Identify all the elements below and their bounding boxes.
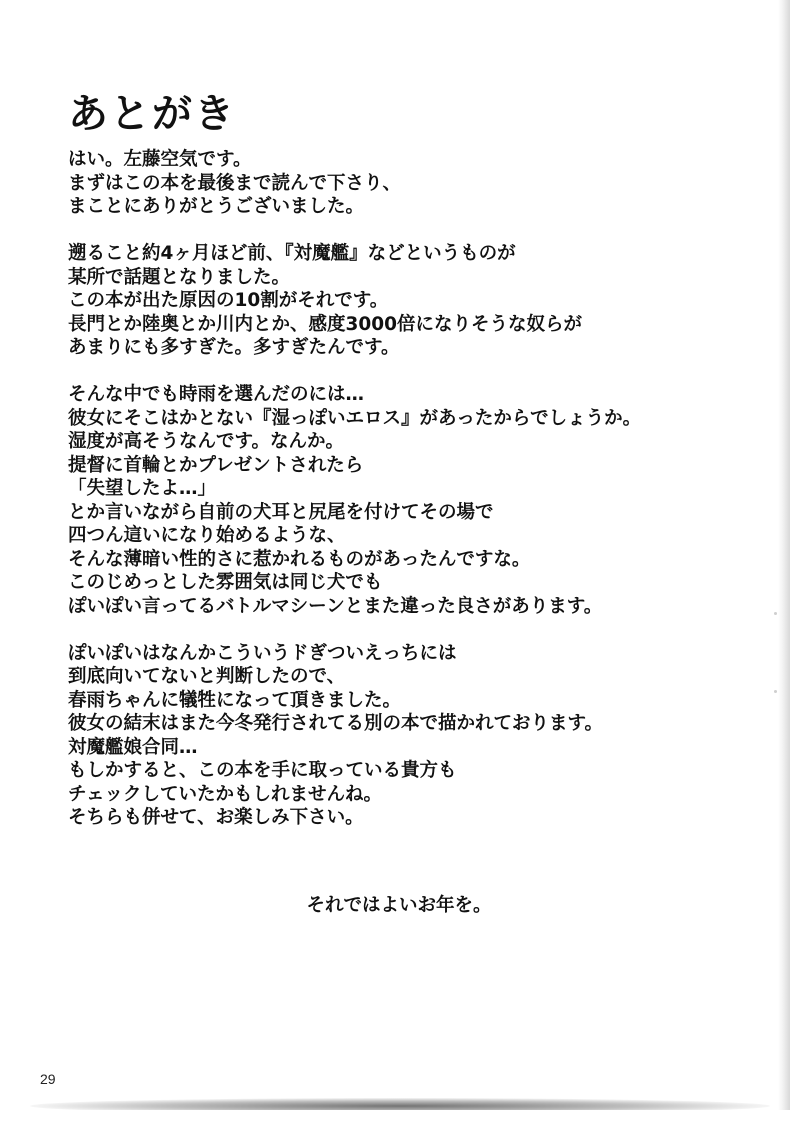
paragraph: [68, 383, 768, 618]
text-line: あまりにも多すぎた。多すぎたんです。: [68, 337, 400, 358]
page-edge-shading: [778, 0, 790, 1123]
paper-speck: [774, 690, 777, 693]
paragraph: [68, 242, 768, 360]
paragraph: [68, 148, 768, 219]
text-line: 長門とか陸奥とか川内とか、感度3000倍になりそうな奴らが: [68, 313, 582, 335]
text-line: まことにありがとうございました。: [68, 196, 365, 217]
page-number: 29: [40, 1071, 56, 1087]
text-line: もしかすると、この本を手に取っている貴方も: [68, 760, 457, 781]
afterword-body: [68, 148, 768, 853]
text-line: 彼女にそこはかとない『湿っぽいエロス』があったからでしょうか。: [68, 407, 642, 429]
text-line: とか言いながら自前の犬耳と尻尾を付けてその場で: [68, 501, 494, 523]
text-line: 彼女の結末はまた今冬発行されてる別の本で描かれております。: [68, 713, 604, 734]
text-line: 提督に首輪とかプレゼントされたら: [68, 454, 364, 476]
text-line: はい。左藤空気です。: [68, 149, 252, 170]
text-line: 「失望したよ…」: [68, 478, 217, 499]
text-line: 遡ること約4ヶ月ほど前、『対魔艦』などというものが: [68, 243, 516, 264]
text-line: まずはこの本を最後まで読んで下さり、: [68, 172, 402, 194]
text-line: そちらも併せて、お楽しみ下さい。: [68, 807, 364, 828]
paragraph: [68, 642, 768, 830]
text-line: この本が出た原因の10割がそれです。: [68, 290, 389, 311]
text-line: そんな薄暗い性的さに惹かれるものがあったんですな。: [68, 548, 531, 570]
text-line: そんな中でも時雨を選んだのには…: [68, 384, 365, 405]
text-line: 湿度が高そうなんです。なんか。: [68, 431, 345, 452]
text-line: チェックしていたかもしれませんね。: [68, 783, 382, 805]
text-line: 四つん這いになり始めるような、: [68, 525, 346, 546]
text-line: 某所で話題となりました。: [68, 266, 291, 288]
text-line: ぽいぽいはなんかこういうドぎついえっちには: [68, 642, 457, 664]
page-title: あとがき: [68, 91, 236, 137]
closing-line: それではよいお年を。: [306, 895, 492, 916]
text-line: 春雨ちゃんに犠牲になって頂きました。: [68, 689, 402, 711]
paper-speck: [774, 612, 777, 615]
text-line: このじめっとした雰囲気は同じ犬でも: [68, 572, 383, 593]
text-line: 到底向いてないと判断したので、: [68, 666, 346, 687]
page-bottom-margin: [0, 1110, 790, 1123]
text-line: ぽいぽい言ってるバトルマシーンとまた違った良さがあります。: [68, 595, 603, 617]
text-line: 対魔艦娘合同…: [68, 736, 198, 758]
